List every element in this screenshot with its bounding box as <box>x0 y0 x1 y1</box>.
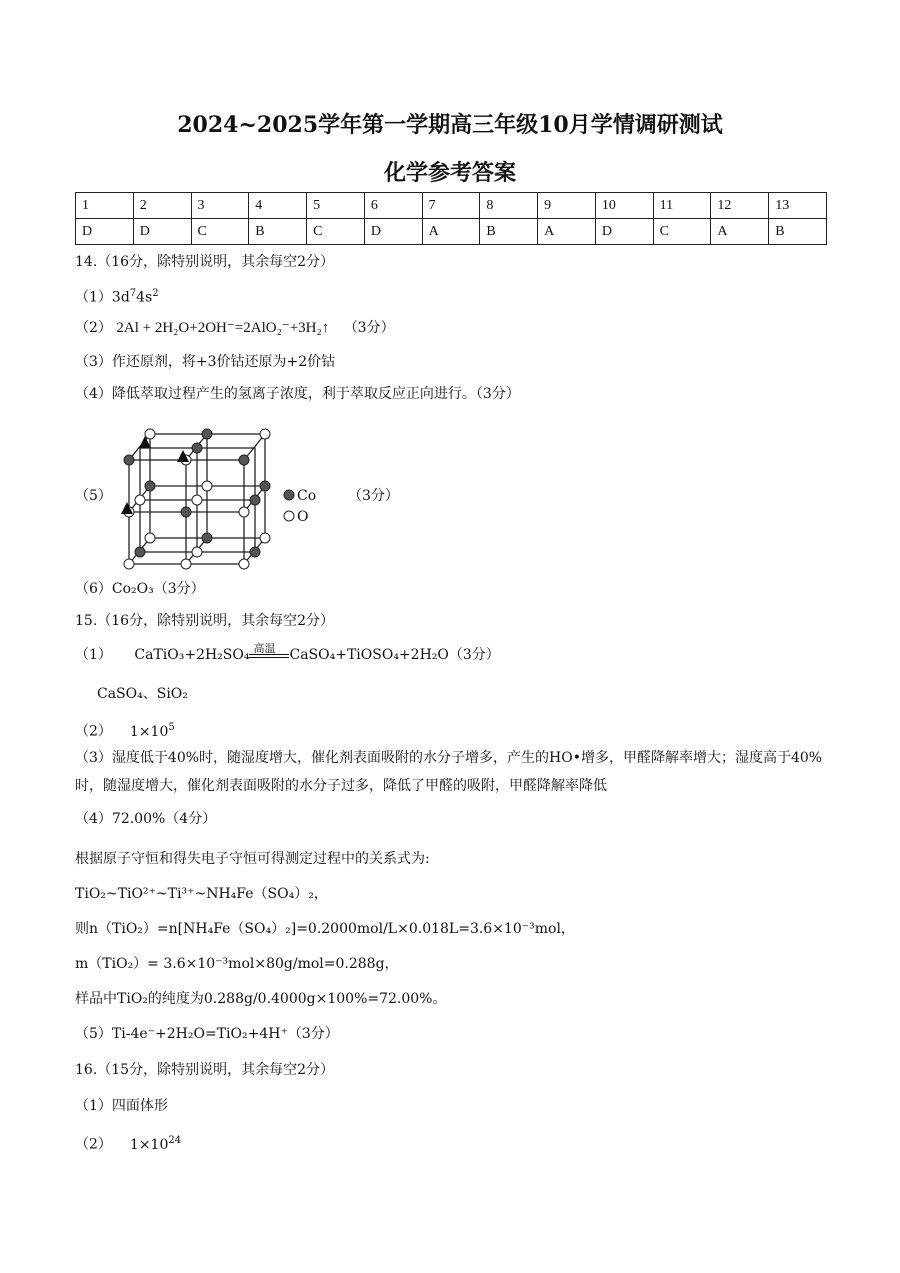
q15-calc-purity: 样品中TiO₂的纯度为0.288g/0.4000g×100%=72.00%。 <box>75 991 447 1007</box>
answer-table-answer-row <box>76 219 827 245</box>
legend-o-marker <box>283 510 295 522</box>
q15-part2: （2） $1\times 10^5$ <box>75 722 175 740</box>
question-number-cell: 6 <box>364 193 422 219</box>
q15-part3: （3）湿度低于40%时，随湿度增大，催化剂表面吸附的水分子增多，产生的HO•增多，甲醛降解率增大；湿度高于40%时，随湿度增大，催化剂表面吸附的水分子过多，降低了甲醛的吸附，甲醛降解率降低 <box>75 750 823 794</box>
legend-co-label: Co <box>297 488 317 504</box>
q15-equation-right: CaSO₄+TiOSO₄+2H₂O（3分） <box>289 647 500 663</box>
answer-cell: A <box>422 219 480 245</box>
q16-heading: 16.（15分，除特别说明，其余每空2分） <box>75 1062 334 1078</box>
question-number-cell: 11 <box>653 193 711 219</box>
q14-part6: （6）Co₂O₃（3分） <box>75 581 205 597</box>
q15-calc-moles: 则n（TiO₂）=n[NH₄Fe（SO₄）₂]=0.2000mol/L×0.018L=3.6×10⁻³mol， <box>75 921 575 937</box>
question-number-cell: 1 <box>76 193 134 219</box>
question-number-cell: 12 <box>711 193 769 219</box>
answer-cell: D <box>76 219 134 245</box>
q14-equation: 2Al + 2H₂O+2OH⁻=2AlO₂⁻+3H₂↑ <box>116 320 330 336</box>
q15-part5: （5）Ti-4e⁻+2H₂O=TiO₂+4H⁺（3分） <box>75 1026 339 1042</box>
question-number-cell: 13 <box>769 193 827 219</box>
answer-cell: C <box>653 219 711 245</box>
q15-part1: （1） CaTiO₃+2H₂SO₄ 高温 CaSO₄+TiOSO₄+2H₂O（3分） <box>75 645 500 665</box>
q15-equation-left: CaTiO₃+2H₂SO₄ <box>134 647 250 663</box>
question-number-cell: 10 <box>595 193 653 219</box>
page-subtitle: 化学参考答案 <box>383 160 516 186</box>
question-number-cell: 4 <box>249 193 307 219</box>
question-number-cell: 9 <box>538 193 596 219</box>
q15-calc-relation: TiO₂~TiO²⁺~Ti³⁺~NH₄Fe（SO₄）₂， <box>75 886 328 902</box>
q14-part1: $(1)3d^74s^2$ <box>75 288 159 306</box>
q15-calc-intro: 根据原子守恒和得失电子守恒可得测定过程中的关系式为: <box>75 851 430 867</box>
question-number-cell: 2 <box>133 193 191 219</box>
answer-cell: D <box>364 219 422 245</box>
answer-cell: A <box>711 219 769 245</box>
answer-cell: B <box>769 219 827 245</box>
question-number-cell: 8 <box>480 193 538 219</box>
crystal-structure-diagram <box>115 422 285 574</box>
answer-cell: B <box>249 219 307 245</box>
q14-part3: （3）作还原剂，将+3价钴还原为+2价钴 <box>75 354 336 370</box>
question-number-cell: 5 <box>307 193 365 219</box>
question-number-cell: 7 <box>422 193 480 219</box>
q14-part4: （4）降低萃取过程产生的氢离子浓度，利于萃取反应正向进行。（3分） <box>75 386 520 402</box>
answer-cell: C <box>191 219 249 245</box>
q15-heading: 15.（16分，除特别说明，其余每空2分） <box>75 613 334 629</box>
answer-cell: D <box>595 219 653 245</box>
q16-part1: （1）四面体形 <box>75 1098 168 1114</box>
q16-part2: （2） $1\times 10^{24}$ <box>75 1135 182 1153</box>
answer-cell: A <box>538 219 596 245</box>
answer-table <box>75 192 827 245</box>
page-title: 2024~2025学年第一学期高三年级10月学情调研测试 <box>177 112 723 138</box>
answer-cell: D <box>133 219 191 245</box>
q14-part2: （2） 2Al + 2H₂O+2OH⁻=2AlO₂⁻+3H₂↑ （3分） <box>75 320 395 336</box>
q14-part1-label: （1） <box>75 289 112 306</box>
q15-calc-mass: m（TiO₂）= 3.6×10⁻³mol×80g/mol=0.288g， <box>75 956 399 972</box>
q14-part5-score: （3分） <box>348 488 399 504</box>
reaction-condition: 高温 <box>253 642 276 655</box>
legend-co-marker <box>283 489 295 501</box>
answer-table-number-row <box>76 193 827 219</box>
q15-part1-b: CaSO₄、SiO₂ <box>97 686 188 702</box>
reaction-condition-sign <box>249 642 289 665</box>
question-number-cell: 3 <box>191 193 249 219</box>
q15-part4: （4）72.00%（4分） <box>75 811 217 827</box>
q14-heading: 14.（16分，除特别说明，其余每空2分） <box>75 254 334 270</box>
answer-cell: C <box>307 219 365 245</box>
q14-part5-label: （5） <box>75 488 112 504</box>
legend-o-label: O <box>297 509 309 525</box>
answer-cell: B <box>480 219 538 245</box>
